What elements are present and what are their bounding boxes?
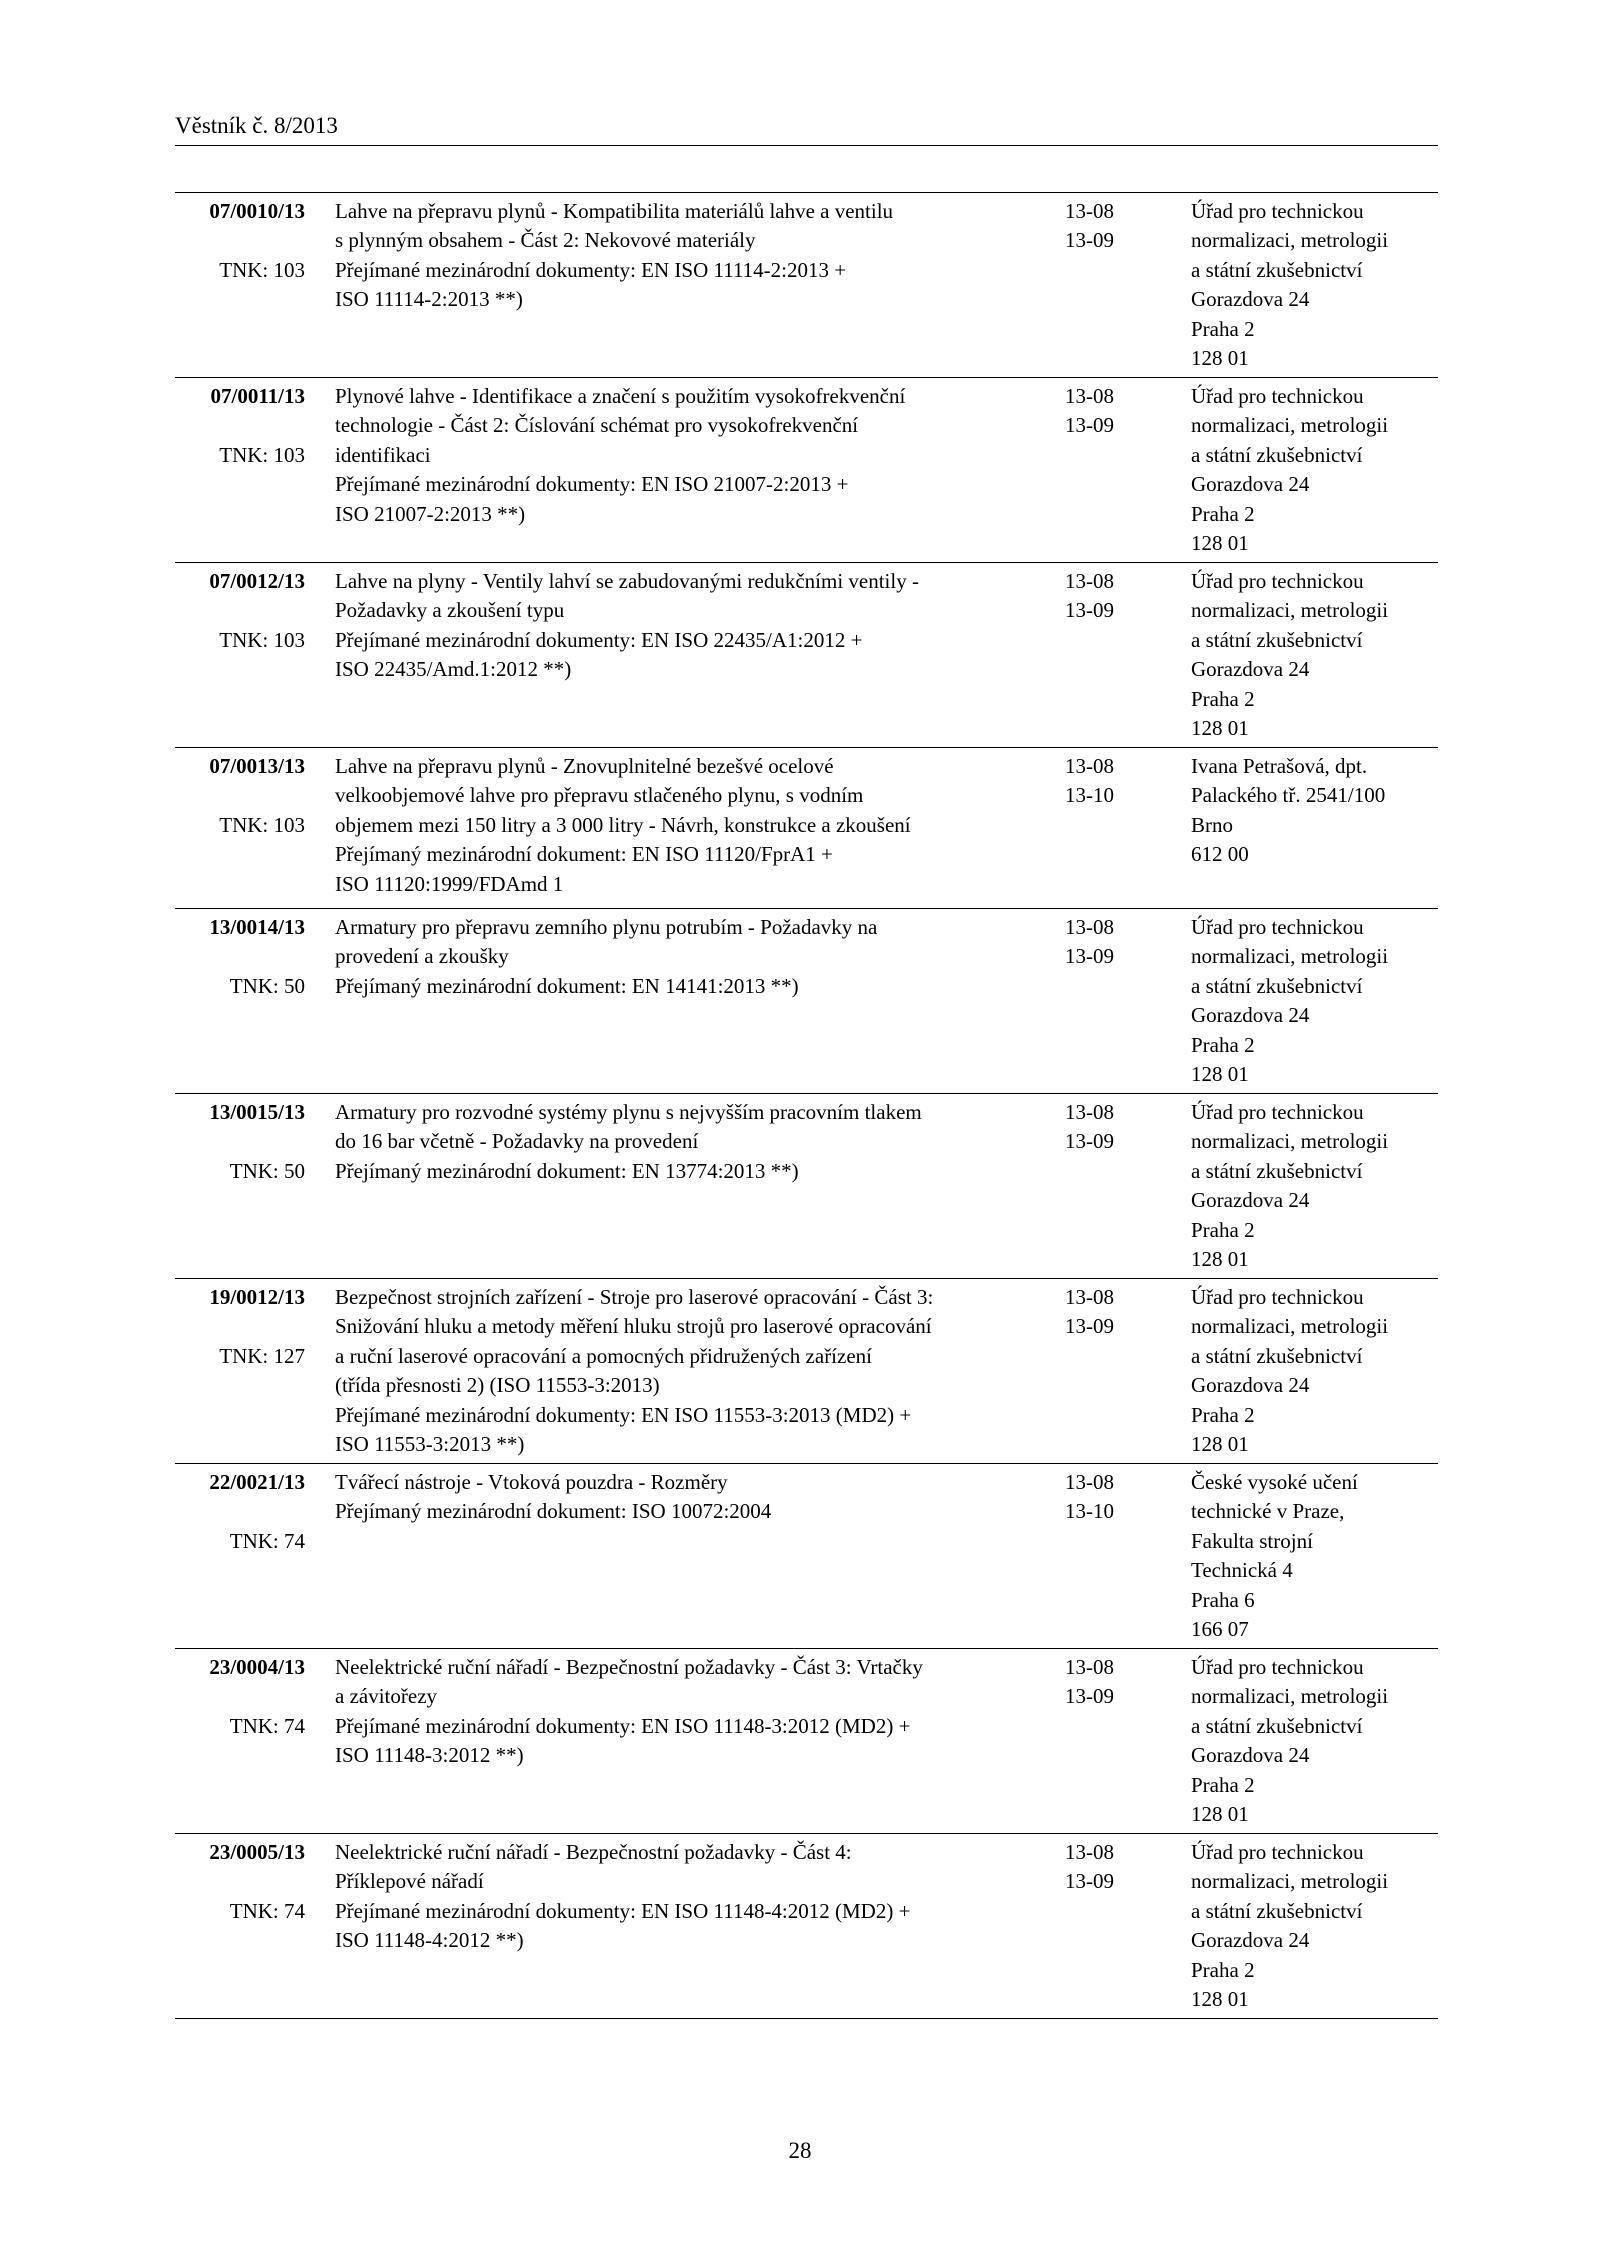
record-address-line: Brno — [1191, 812, 1233, 837]
record-title-line: Přejímaný mezinárodní dokument: EN 14141:2013 **) — [335, 973, 799, 998]
record-title — [335, 1098, 1035, 1186]
record-code: 13-08 — [1065, 199, 1114, 223]
record-address-line: 128 01 — [1191, 1247, 1249, 1272]
record-address-line: a státní zkušebnictví — [1191, 973, 1363, 998]
record-code: 13-08 — [1065, 1655, 1114, 1679]
record-address-line: Praha 2 — [1191, 501, 1255, 526]
record-title — [335, 382, 1035, 529]
record-id: 13/0014/13 — [209, 915, 305, 939]
record-id-cell — [175, 382, 305, 470]
record-title-line: ISO 11148-3:2012 **) — [335, 1743, 524, 1768]
record-address-line: 128 01 — [1191, 1802, 1249, 1827]
record-address — [1191, 567, 1436, 743]
record-title-line: Neelektrické ruční nářadí - Bezpečnostní požadavky - Část 4: — [335, 1840, 852, 1864]
record-address-line: normalizaci, metrologii — [1191, 1869, 1389, 1894]
record-address-line: Gorazdova 24 — [1191, 1928, 1310, 1953]
record-address — [1191, 1098, 1436, 1274]
record-code: 13-09 — [1065, 1869, 1114, 1894]
record-tnk: TNK: 50 — [229, 973, 305, 998]
record-codes — [1065, 567, 1165, 626]
record-codes — [1065, 197, 1165, 256]
record-address-line: Úřad pro technickou — [1191, 384, 1364, 408]
record-title — [335, 567, 1035, 685]
record-title — [335, 752, 1035, 899]
record-code: 13-09 — [1065, 1684, 1114, 1709]
record-id: 07/0010/13 — [209, 199, 305, 223]
record-title-line: Přejímané mezinárodní dokumenty: EN ISO 11553-3:2013 (MD2) + — [335, 1402, 912, 1427]
record-id: 13/0015/13 — [209, 1100, 305, 1124]
record-address-line: normalizaci, metrologii — [1191, 944, 1389, 969]
record-address-line: a státní zkušebnictví — [1191, 627, 1363, 652]
record-id-cell — [175, 1653, 305, 1741]
record-address-line: Úřad pro technickou — [1191, 915, 1364, 939]
record-title-line: Přejímané mezinárodní dokumenty: EN ISO 21007-2:2013 + — [335, 472, 849, 497]
record-title — [335, 1653, 1035, 1771]
record-id-cell — [175, 752, 305, 840]
record-address-line: 128 01 — [1191, 716, 1249, 741]
record-address-line: Ivana Petrašová, dpt. — [1191, 754, 1368, 778]
record-address-line: Praha 2 — [1191, 1032, 1255, 1057]
record-title-line: Tvářecí nástroje - Vtoková pouzdra - Rozměry — [335, 1470, 728, 1494]
record-title-line: Přejímané mezinárodní dokumenty: EN ISO 22435/A1:2012 + — [335, 627, 863, 652]
record-address-line: Gorazdova 24 — [1191, 1373, 1310, 1398]
record-tnk: TNK: 74 — [229, 1713, 305, 1738]
record-address-line: normalizaci, metrologii — [1191, 1129, 1389, 1154]
record-address-line: Technická 4 — [1191, 1558, 1293, 1583]
record-title-line: Snižování hluku a metody měření hluku strojů pro laserové opracování — [335, 1314, 932, 1339]
record-title-line: Požadavky a zkoušení typu — [335, 598, 565, 623]
record-title-line: Lahve na přepravu plynů - Kompatibilita materiálů lahve a ventilu — [335, 199, 894, 223]
record-id: 19/0012/13 — [209, 1285, 305, 1309]
record-address-line: normalizaci, metrologii — [1191, 1314, 1389, 1339]
record-address-line: Praha 6 — [1191, 1587, 1255, 1612]
record-address-line: Gorazdova 24 — [1191, 1743, 1310, 1768]
record-tnk: TNK: 127 — [219, 1343, 305, 1368]
record-address-line: 128 01 — [1191, 1432, 1249, 1457]
record-title-line: (třída přesnosti 2) (ISO 11553-3:2013) — [335, 1373, 660, 1398]
record-id: 22/0021/13 — [209, 1470, 305, 1494]
record-title-line: Lahve na přepravu plynů - Znovuplnitelné bezešvé ocelové — [335, 754, 834, 778]
record-code: 13-08 — [1065, 915, 1114, 939]
record-address-line: Úřad pro technickou — [1191, 199, 1364, 223]
record-title-line: ISO 11553-3:2013 **) — [335, 1432, 525, 1457]
page-header-title: Věstník č. 8/2013 — [175, 113, 338, 138]
record-code: 13-09 — [1065, 228, 1114, 253]
record-code: 13-09 — [1065, 1314, 1114, 1339]
record-id-cell — [175, 1468, 305, 1556]
record-id: 23/0005/13 — [209, 1840, 305, 1864]
record-address-line: a státní zkušebnictví — [1191, 257, 1363, 282]
record-title-line: Přejímaný mezinárodní dokument: EN 13774:2013 **) — [335, 1158, 799, 1183]
record-address-line: Palackého tř. 2541/100 — [1191, 783, 1386, 808]
record-address-line: a státní zkušebnictví — [1191, 1158, 1363, 1183]
record-address-line: 128 01 — [1191, 531, 1249, 556]
record-id-cell — [175, 1838, 305, 1926]
record-title-line: Bezpečnost strojních zařízení - Stroje pro laserové opracování - Část 3: — [335, 1285, 934, 1309]
table-row — [175, 1278, 1438, 1463]
record-tnk: TNK: 50 — [229, 1158, 305, 1183]
record-code: 13-10 — [1065, 783, 1114, 808]
record-address — [1191, 382, 1436, 558]
table-row — [175, 192, 1438, 377]
header-divider — [175, 145, 1438, 146]
record-address-line: normalizaci, metrologii — [1191, 598, 1389, 623]
record-address — [1191, 1283, 1436, 1459]
table-row — [175, 377, 1438, 562]
record-address-line: technické v Praze, — [1191, 1499, 1345, 1524]
record-code: 13-08 — [1065, 754, 1114, 778]
record-title-line: ISO 11148-4:2012 **) — [335, 1928, 524, 1953]
record-codes — [1065, 1838, 1165, 1897]
record-title-line: velkoobjemové lahve pro přepravu stlačeného plynu, s vodním — [335, 783, 864, 808]
page-number: 28 — [788, 2138, 812, 2163]
record-code: 13-08 — [1065, 1100, 1114, 1124]
record-title-line: s plynným obsahem - Část 2: Nekovové materiály — [335, 228, 756, 253]
record-address-line: Gorazdova 24 — [1191, 657, 1310, 682]
record-address — [1191, 1468, 1436, 1644]
record-address-line: Fakulta strojní — [1191, 1528, 1313, 1553]
record-title-line: a ruční laserové opracování a pomocných přidružených zařízení — [335, 1343, 872, 1368]
table-row — [175, 1833, 1438, 2018]
record-title-line: Přejímané mezinárodní dokumenty: EN ISO 11148-4:2012 (MD2) + — [335, 1898, 911, 1923]
record-title-line: Armatury pro přepravu zemního plynu potrubím - Požadavky na — [335, 915, 878, 939]
record-title-line: provedení a zkoušky — [335, 944, 509, 969]
record-address-line: Praha 2 — [1191, 1217, 1255, 1242]
record-tnk: TNK: 103 — [219, 257, 305, 282]
record-title-line: a závitořezy — [335, 1684, 438, 1709]
record-id: 07/0011/13 — [210, 384, 305, 408]
record-title-line: do 16 bar včetně - Požadavky na provedení — [335, 1129, 699, 1154]
record-title-line: ISO 11120:1999/FDAmd 1 — [335, 871, 564, 896]
record-code: 13-09 — [1065, 413, 1114, 438]
table-row — [175, 562, 1438, 747]
record-address — [1191, 913, 1436, 1089]
record-codes — [1065, 382, 1165, 441]
record-tnk: TNK: 103 — [219, 812, 305, 837]
record-title-line: ISO 11114-2:2013 **) — [335, 287, 523, 312]
record-title-line: Lahve na plyny - Ventily lahví se zabudovanými redukčními ventily - — [335, 569, 919, 593]
record-title-line: technologie - Část 2: Číslování schémat pro vysokofrekvenční — [335, 413, 859, 438]
record-codes — [1065, 752, 1165, 811]
record-title-line: ISO 21007-2:2013 **) — [335, 501, 526, 526]
record-address-line: normalizaci, metrologii — [1191, 1684, 1389, 1709]
record-title — [335, 197, 1035, 315]
record-title-line: Plynové lahve - Identifikace a značení s použitím vysokofrekvenční — [335, 384, 906, 408]
record-address-line: Úřad pro technickou — [1191, 1100, 1364, 1124]
record-title-line: objemem mezi 150 litry a 3 000 litry - Návrh, konstrukce a zkoušení — [335, 812, 911, 837]
record-title-line: Přejímané mezinárodní dokumenty: EN ISO 11148-3:2012 (MD2) + — [335, 1713, 911, 1738]
record-address-line: Gorazdova 24 — [1191, 287, 1310, 312]
record-title-line: Armatury pro rozvodné systémy plynu s nejvyšším pracovním tlakem — [335, 1100, 922, 1124]
record-address-line: 166 07 — [1191, 1617, 1249, 1642]
record-code: 13-08 — [1065, 569, 1114, 593]
record-code: 13-09 — [1065, 944, 1114, 969]
record-code: 13-10 — [1065, 1499, 1114, 1524]
record-address — [1191, 197, 1436, 373]
table-row — [175, 1463, 1438, 1648]
record-title-line: Přejímaný mezinárodní dokument: EN ISO 11120/FprA1 + — [335, 842, 833, 867]
record-address — [1191, 1838, 1436, 2014]
table-row — [175, 908, 1438, 1093]
record-address-line: 128 01 — [1191, 1062, 1249, 1087]
record-address-line: 128 01 — [1191, 346, 1249, 371]
record-tnk: TNK: 103 — [219, 442, 305, 467]
record-code: 13-09 — [1065, 598, 1114, 623]
record-id: 07/0013/13 — [209, 754, 305, 778]
record-title-line: Příklepové nářadí — [335, 1869, 484, 1894]
record-code: 13-08 — [1065, 1470, 1114, 1494]
record-address-line: České vysoké učení — [1191, 1470, 1358, 1494]
record-tnk: TNK: 74 — [229, 1528, 305, 1553]
record-title — [335, 1838, 1035, 1956]
record-title-line: Přejímaný mezinárodní dokument: ISO 10072:2004 — [335, 1499, 772, 1524]
standards-list — [175, 192, 1438, 2019]
record-id-cell — [175, 1283, 305, 1371]
record-codes — [1065, 1098, 1165, 1157]
record-address-line: a státní zkušebnictví — [1191, 1343, 1363, 1368]
record-address-line: a státní zkušebnictví — [1191, 442, 1363, 467]
record-address — [1191, 752, 1436, 870]
record-tnk: TNK: 103 — [219, 627, 305, 652]
record-codes — [1065, 913, 1165, 972]
record-address-line: Úřad pro technickou — [1191, 1285, 1364, 1309]
record-address-line: Praha 2 — [1191, 316, 1255, 341]
record-address-line: Praha 2 — [1191, 686, 1255, 711]
record-title-line: ISO 22435/Amd.1:2012 **) — [335, 657, 572, 682]
record-codes — [1065, 1468, 1165, 1527]
record-address-line: a státní zkušebnictví — [1191, 1713, 1363, 1738]
record-title-line: Přejímané mezinárodní dokumenty: EN ISO 11114-2:2013 + — [335, 257, 847, 282]
record-address-line: Úřad pro technickou — [1191, 569, 1364, 593]
record-address-line: Gorazdova 24 — [1191, 472, 1310, 497]
record-address-line: 612 00 — [1191, 842, 1249, 867]
record-title-line: identifikaci — [335, 442, 431, 467]
record-tnk: TNK: 74 — [229, 1898, 305, 1923]
record-address-line: Úřad pro technickou — [1191, 1840, 1364, 1864]
record-code: 13-08 — [1065, 384, 1114, 408]
record-title — [335, 1468, 1035, 1527]
record-code: 13-09 — [1065, 1129, 1114, 1154]
record-address-line: Praha 2 — [1191, 1957, 1255, 1982]
record-address-line: normalizaci, metrologii — [1191, 228, 1389, 253]
record-codes — [1065, 1653, 1165, 1712]
record-address — [1191, 1653, 1436, 1829]
table-row — [175, 1648, 1438, 1833]
record-title-line: Neelektrické ruční nářadí - Bezpečnostní požadavky - Část 3: Vrtačky — [335, 1655, 923, 1679]
record-address-line: Gorazdova 24 — [1191, 1188, 1310, 1213]
record-address-line: Gorazdova 24 — [1191, 1003, 1310, 1028]
record-id-cell — [175, 1098, 305, 1186]
record-id: 23/0004/13 — [209, 1655, 305, 1679]
record-address-line: 128 01 — [1191, 1987, 1249, 2012]
record-id: 07/0012/13 — [209, 569, 305, 593]
record-title — [335, 1283, 1035, 1459]
record-codes — [1065, 1283, 1165, 1342]
record-address-line: a státní zkušebnictví — [1191, 1898, 1363, 1923]
record-id-cell — [175, 197, 305, 285]
record-address-line: Praha 2 — [1191, 1402, 1255, 1427]
table-row — [175, 1093, 1438, 1278]
record-code: 13-08 — [1065, 1840, 1114, 1864]
record-address-line: normalizaci, metrologii — [1191, 413, 1389, 438]
record-address-line: Praha 2 — [1191, 1772, 1255, 1797]
record-address-line: Úřad pro technickou — [1191, 1655, 1364, 1679]
table-row — [175, 747, 1438, 908]
record-title — [335, 913, 1035, 1001]
record-code: 13-08 — [1065, 1285, 1114, 1309]
record-id-cell — [175, 913, 305, 1001]
record-id-cell — [175, 567, 305, 655]
